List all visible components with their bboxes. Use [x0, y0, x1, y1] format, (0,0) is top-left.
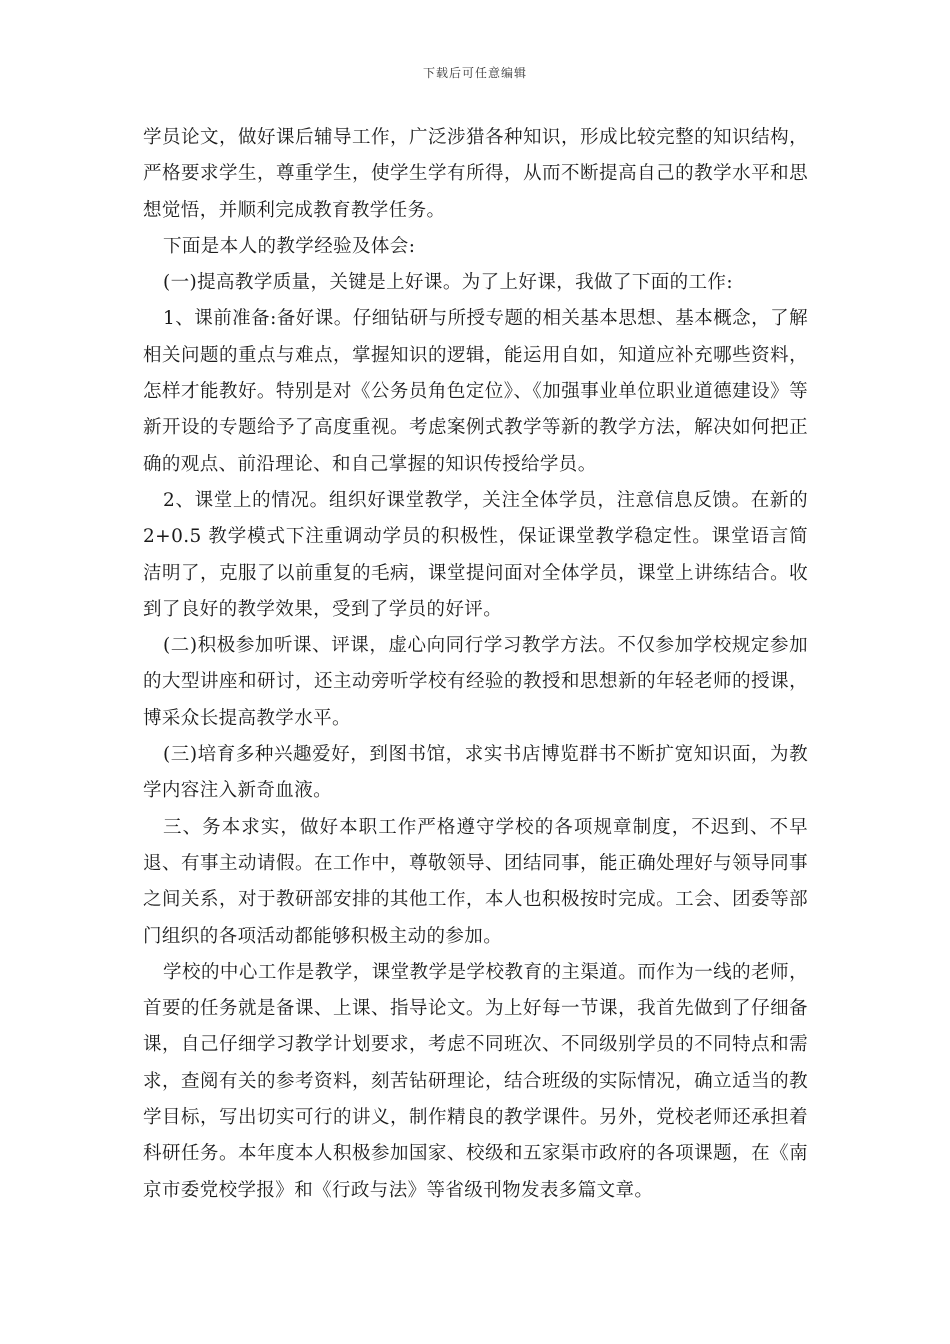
page-header: 下载后可任意编辑: [422, 66, 527, 80]
paragraph-8: 三、务本求实，做好本职工作严格遵守学校的各项规章制度，不迟到、不早退、有事主动请假。在工作中，尊敬领导、团结同事，能正确处理好与领导同事之间关系，对于教研部安排的其他工作，本人也积极按时完成。工会、团委等部门组织的各项活动都能够积极主动的参加。: [143, 816, 808, 947]
document-body: [143, 120, 808, 1209]
paragraph-2: 下面是本人的教学经验及体会:: [163, 235, 416, 257]
paragraph-1: 学员论文，做好课后辅导工作，广泛涉猎各种知识，形成比较完整的知识结构，严格要求学生，尊重学生，使学生学有所得，从而不断提高自己的教学水平和思想觉悟，并顺利完成教育教学任务。: [143, 127, 808, 221]
paragraph-4: 1、课前准备:备好课。仔细钻研与所授专题的相关基本思想、基本概念，了解相关问题的重点与难点，掌握知识的逻辑，能运用自如，知道应补充哪些资料，怎样才能教好。特别是对《公务员角色定位》、《加强事业单位职业道德建设》等新开设的专题给予了高度重视。考虑案例式教学等新的教学方法，解决如何把正确的观点、前沿理论、和自己掌握的知识传授给学员。: [143, 308, 808, 475]
paragraph-5: 2、课堂上的情况。组织好课堂教学，关注全体学员，注意信息反馈。在新的2+0.5 教学模式下注重调动学员的积极性，保证课堂教学稳定性。课堂语言简洁明了，克服了以前重复的毛病，课堂提问面对全体学员，课堂上讲练结合。收到了良好的教学效果，受到了学员的好评。: [143, 489, 808, 620]
paragraph-3: (一)提高教学质量，关键是上好课。为了上好课，我做了下面的工作:: [163, 272, 733, 294]
paragraph-9: 学校的中心工作是教学，课堂教学是学校教育的主渠道。而作为一线的老师，首要的任务就是备课、上课、指导论文。为上好每一节课，我首先做到了仔细备课，自己仔细学习教学计划要求，考虑不同班次、不同级别学员的不同特点和需求，查阅有关的参考资料，刻苦钻研理论，结合班级的实际情况，确立适当的教学目标，写出切实可行的讲义，制作精良的教学课件。另外，党校老师还承担着科研任务。本年度本人积极参加国家、校级和五家渠市政府的各项课题，在《南京市委党校学报》和《行政与法》等省级刊物发表多篇文章。: [143, 961, 808, 1201]
paragraph-6: (二)积极参加听课、评课，虚心向同行学习教学方法。不仅参加学校规定参加的大型讲座和研讨，还主动旁听学校有经验的教授和思想新的年轻老师的授课，博采众长提高教学水平。: [143, 635, 808, 729]
paragraph-7: (三)培育多种兴趣爱好，到图书馆，求实书店博览群书不断扩宽知识面，为教学内容注入新奇血液。: [143, 744, 808, 802]
